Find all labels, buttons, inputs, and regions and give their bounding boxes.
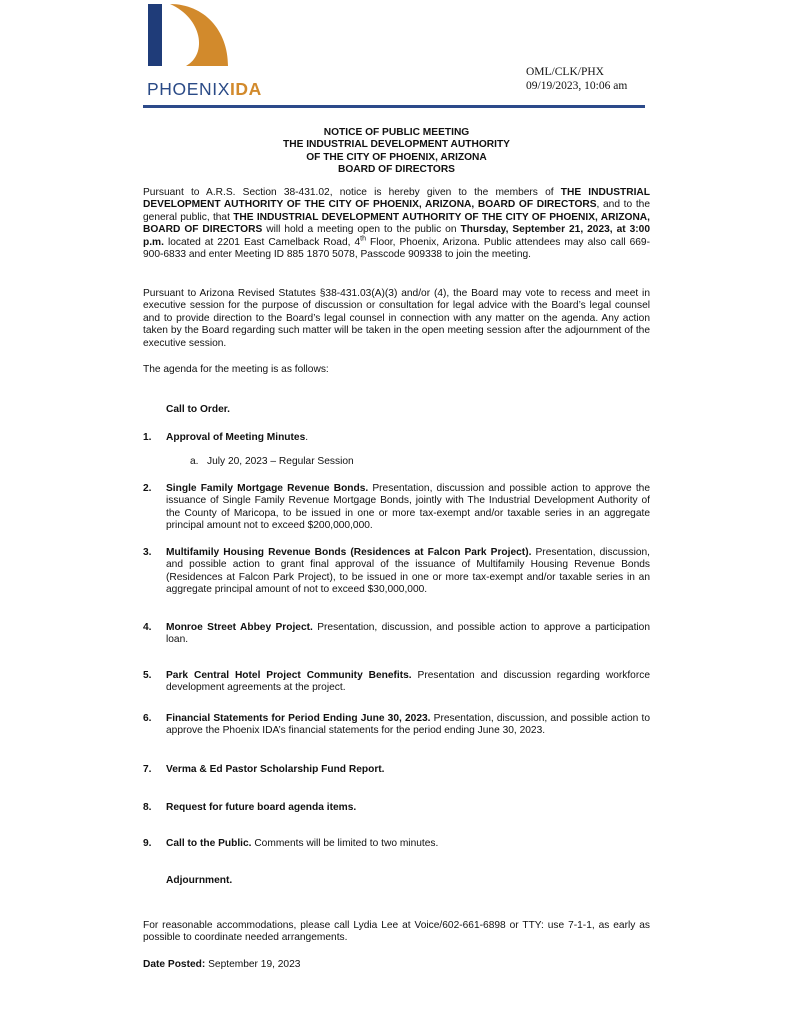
logo-wordmark xyxy=(147,79,262,100)
item-number: 6. xyxy=(143,713,152,724)
date-posted-label: Date Posted: xyxy=(143,959,206,970)
clerk-stamp xyxy=(526,65,627,93)
date-posted-value: September 19, 2023 xyxy=(205,959,301,970)
item-heading: Single Family Mortgage Revenue Bonds. xyxy=(166,483,369,494)
agenda-item-3 xyxy=(143,547,650,597)
item-description: . xyxy=(305,432,309,443)
item-heading: Park Central Hotel Project Community Benefits. xyxy=(166,670,412,681)
item-description: Presentation and discussion regarding workforce development agreements at the project. xyxy=(166,670,650,694)
p1-text-a: Pursuant to A.R.S. Section 38-431.02, notice is hereby given to the members of xyxy=(143,187,561,198)
agenda-intro: The agenda for the meeting is as follows: xyxy=(143,364,329,375)
agenda-call-to-order xyxy=(143,404,650,416)
p1-authority-name-1: THE INDUSTRIAL DEVELOPMENT AUTHORITY OF THE CITY OF PHOENIX, ARIZONA, BOARD OF DIRECTORS xyxy=(143,187,650,211)
stamp-datetime: 09/19/2023, 10:06 am xyxy=(526,80,628,92)
accommodations-paragraph: For reasonable accommodations, please call Lydia Lee at Voice/602-661-6898 or TTY: use 7-1-1, as early as possible to coordinate needed arrangements. xyxy=(143,920,650,944)
item-number: 1. xyxy=(143,432,152,443)
item-description: Presentation, discussion, and possible action to grant final approval of the issuance of Multifamily Housing Revenue Bonds (Residences at Falcon Park Project), to be issued in one or more tax-exempt and/or taxable series in an aggregate principal amount of not to exceed $30,000,000. xyxy=(166,547,651,596)
item-heading: Approval of Meeting Minutes xyxy=(166,432,306,443)
agenda-adjournment xyxy=(143,875,650,887)
logo-word-ida: IDA xyxy=(229,79,262,99)
item-number: 4. xyxy=(143,622,152,633)
p1-meeting-datetime: Thursday, September 21, 2023, at 3:00 p.m. xyxy=(143,224,650,248)
item-description: Comments will be limited to two minutes. xyxy=(251,838,439,849)
item-number: 7. xyxy=(143,764,152,775)
header-divider xyxy=(143,105,645,108)
item-heading: Monroe Street Abbey Project. xyxy=(166,622,313,633)
stamp-code: OML/CLK/PHX xyxy=(526,66,604,78)
notice-title xyxy=(143,127,650,177)
item-description: Presentation, discussion, and possible action to approve a participation loan. xyxy=(166,622,651,646)
agenda-item-2 xyxy=(143,483,650,533)
title-line-2: THE INDUSTRIAL DEVELOPMENT AUTHORITY xyxy=(283,139,510,151)
p1-location: located at 2201 East Camelback Road, 4 xyxy=(163,236,361,248)
agenda-item-1 xyxy=(143,432,650,444)
item-heading: Financial Statements for Period Ending June 30, 2023. xyxy=(166,713,431,724)
item-number: 2. xyxy=(143,483,152,494)
item-heading: Verma & Ed Pastor Scholarship Fund Report. xyxy=(166,764,385,775)
item-number: 8. xyxy=(143,802,152,813)
logo-mark-icon xyxy=(146,4,270,74)
title-line-4: BOARD OF DIRECTORS xyxy=(338,164,455,176)
item-heading: Call to the Public. xyxy=(166,838,252,849)
item-description: Presentation, discussion and possible action to approve the issuance of Single Family Revenue Mortgage Bonds, jointly with The Industrial Development Authority of the County of Maricopa, to be issued in one or more tax-exempt and/or taxable series in an aggregate principal amount not to exceed $200,000,000. xyxy=(166,483,650,532)
agenda-subitem-1a xyxy=(190,456,354,468)
p1-ordinal-suffix: th xyxy=(360,235,366,243)
call-to-order-text: Call to Order. xyxy=(166,404,230,415)
agenda-item-4 xyxy=(143,622,650,647)
item-number: 3. xyxy=(143,547,152,558)
notice-paragraph xyxy=(143,187,650,261)
executive-session-paragraph: Pursuant to Arizona Revised Statutes §38-431.03(A)(3) and/or (4), the Board may vote to recess and meet in executive session for the purpose of discussion or consultation for legal advice with the Board’s legal counsel and to provide direction to the Board’s legal counsel in connection with any matter on the agenda. Any action taken by the Board regarding such matter will be taken in the open meeting session after the adjournment of the executive session. xyxy=(143,288,650,349)
date-posted xyxy=(143,959,650,971)
subitem-label: a. xyxy=(190,456,199,467)
p1-text-e: will hold a meeting open to the public on xyxy=(262,224,461,236)
adjournment-text: Adjournment. xyxy=(166,875,233,886)
logo-word-phoenix: PHOENIX xyxy=(147,79,230,99)
p1-authority-name-2: THE INDUSTRIAL DEVELOPMENT AUTHORITY OF THE CITY OF PHOENIX, ARIZONA, BOARD OF DIRECTORS xyxy=(143,211,650,236)
agenda-item-7 xyxy=(143,764,650,776)
item-description: Presentation, discussion, and possible action to approve the Phoenix IDA’s financial statements for the period ending June 30, 2023. xyxy=(166,713,650,737)
item-number: 5. xyxy=(143,670,152,681)
item-heading: Request for future board agenda items. xyxy=(166,802,357,813)
p1-text-c: , and to the general public, that xyxy=(143,199,650,223)
agenda-item-6 xyxy=(143,713,650,738)
title-line-3: OF THE CITY OF PHOENIX, ARIZONA xyxy=(306,151,487,163)
p1-dial-in: Floor, Phoenix, Arizona. Public attendees may also call 669-900-6833 and enter Meeting ID 885 1870 5078, Passcode 909338 to join the meeting. xyxy=(143,236,650,261)
agenda-item-5 xyxy=(143,670,650,695)
subitem-text: July 20, 2023 – Regular Session xyxy=(207,456,354,467)
phoenix-ida-logo xyxy=(146,4,270,98)
agenda-item-8 xyxy=(143,802,650,814)
title-line-1: NOTICE OF PUBLIC MEETING xyxy=(323,127,470,138)
agenda-item-9 xyxy=(143,838,650,850)
item-number: 9. xyxy=(143,838,152,849)
item-heading: Multifamily Housing Revenue Bonds (Residences at Falcon Park Project). xyxy=(166,547,532,558)
